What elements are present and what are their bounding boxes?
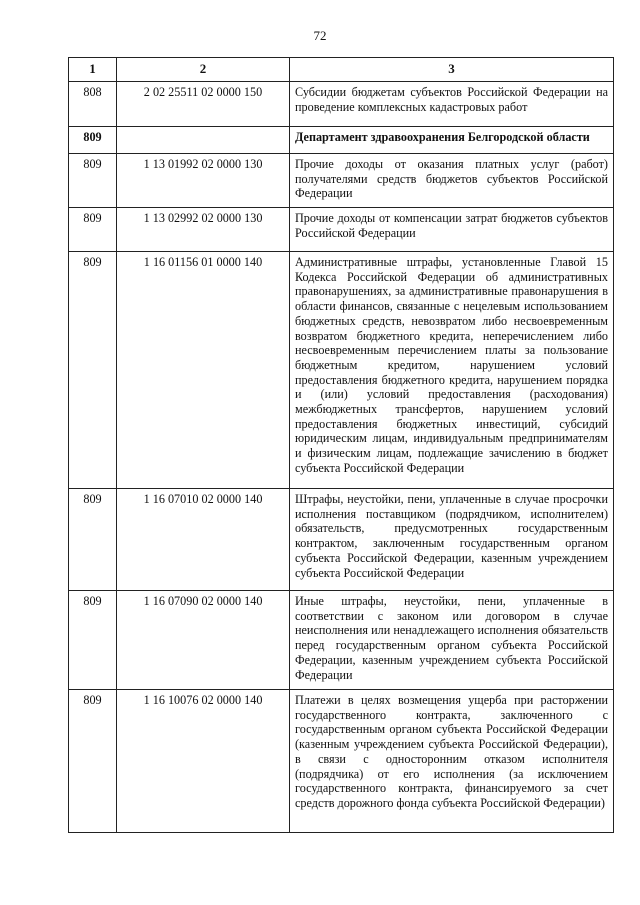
page-number: 72: [313, 28, 327, 43]
table-row: [69, 489, 614, 591]
budget-code-cell: 1 13 01992 02 0000 130: [117, 154, 290, 208]
description-cell: Прочие доходы от оказания платных услуг (работ) получателями средств бюджетов субъектов Российской Федерации: [290, 154, 614, 208]
description-cell: Иные штрафы, неустойки, пени, уплаченные в соответствии с законом или договором в случае неисполнения или ненадлежащего исполнения обязательств перед государственным органом субъекта Российской Федерации, казенным учреждением субъекта Российской Федерации: [290, 591, 614, 690]
table-row: [69, 252, 614, 489]
admin-code-cell: 809: [69, 208, 117, 252]
admin-code-cell: 809: [69, 154, 117, 208]
budget-code-cell: 2 02 25511 02 0000 150: [117, 82, 290, 127]
budget-code-cell: 1 16 01156 01 0000 140: [117, 252, 290, 489]
description-cell: Субсидии бюджетам субъектов Российской Федерации на проведение комплексных кадастровых работ: [290, 82, 614, 127]
budget-code-cell: 1 16 10076 02 0000 140: [117, 690, 290, 833]
column-header-2: 2: [117, 58, 290, 82]
admin-code-cell: 809: [69, 591, 117, 690]
table-row: [69, 591, 614, 690]
section-title-cell: Департамент здравоохранения Белгородской области: [290, 127, 614, 154]
budget-code-cell: [117, 127, 290, 154]
admin-code-cell: 808: [69, 82, 117, 127]
table-row: [69, 82, 614, 127]
description-cell: Платежи в целях возмещения ущерба при расторжении государственного контракта, заключенного с государственным органом субъекта Российской Федерации (казенным учреждением субъекта Российской Федерации), в связи с односторонним отказом исполнителя (подрядчика) от его исполнения (за исключением государственного контракта, финансируемого за счет средств дорожного фонда субъекта Российской Федерации): [290, 690, 614, 833]
description-cell: Штрафы, неустойки, пени, уплаченные в случае просрочки исполнения поставщиком (подрядчиком, исполнителем) обязательств, предусмотренных государственным контрактом, заключенным государственным органом субъекта Российской Федерации, казенным учреждением субъекта Российской Федерации: [290, 489, 614, 591]
revenue-table: [68, 57, 614, 833]
budget-code-cell: 1 16 07010 02 0000 140: [117, 489, 290, 591]
description-cell: Прочие доходы от компенсации затрат бюджетов субъектов Российской Федерации: [290, 208, 614, 252]
table-header-row: [69, 58, 614, 82]
admin-code-cell: 809: [69, 489, 117, 591]
table-row-section: [69, 127, 614, 154]
admin-code-cell: 809: [69, 252, 117, 489]
table-row: [69, 690, 614, 833]
column-header-1: 1: [69, 58, 117, 82]
column-header-3: 3: [290, 58, 614, 82]
table-row: [69, 208, 614, 252]
table-row: [69, 154, 614, 208]
admin-code-cell: 809: [69, 690, 117, 833]
budget-code-cell: 1 13 02992 02 0000 130: [117, 208, 290, 252]
budget-code-cell: 1 16 07090 02 0000 140: [117, 591, 290, 690]
description-cell: Административные штрафы, установленные Главой 15 Кодекса Российской Федерации об административных правонарушениях, за административные правонарушения в области финансов, связанные с нецелевым использованием бюджетных средств, невозвратом либо несвоевременным возвратом бюджетного кредита, неперечислением либо несвоевременным перечислением платы за пользование бюджетным кредитом, нарушением условий предоставления бюджетного кредита, нарушением порядка и (или) условий предоставления (расходования) межбюджетных трансфертов, нарушением условий предоставления бюджетных инвестиций, субсидий юридическим лицам, индивидуальным предпринимателям и физическим лицам, подлежащие зачислению в бюджет субъекта Российской Федерации: [290, 252, 614, 489]
admin-code-cell: 809: [69, 127, 117, 154]
